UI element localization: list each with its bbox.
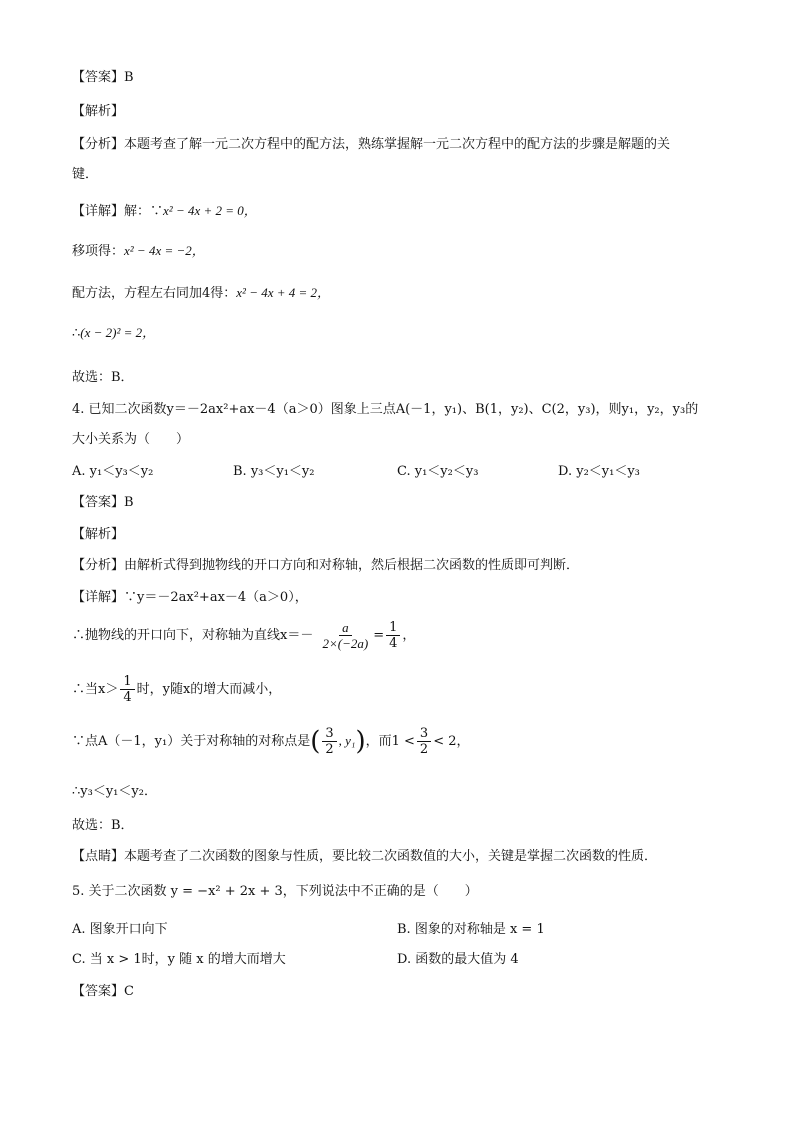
axis-fraction [319,620,371,651]
prev-answer-line [72,66,134,85]
answer-tag: 【答案】 [72,984,125,999]
q4-result-line: ∴y₃＜y₁＜y₂． [72,784,157,799]
prev-detail-line1 [72,200,257,219]
fraction-numerator: 1 [120,674,134,690]
q4-option-d: D. y₂＜y₁＜y₃ [558,464,640,479]
prev-fenxi-line1 [72,133,670,152]
q5-option-b: B. 图象的对称轴是 x = 1 [397,922,545,937]
axis-prefix: ∴抛物线的开口向下，对称轴为直线x＝－ [72,628,314,643]
q5-option-d: D. 函数的最大值为 4 [397,952,519,967]
q5-option-c: C. 当 x > 1时，y 随 x 的增大而增大 [72,952,286,967]
therefore-symbol: ∴ [72,326,81,341]
q4-stem-line1 [72,398,698,417]
answer-value: C [124,984,134,999]
q4-stem-line2: 大小关系为（ ） [72,432,190,447]
detail-text: ∵y＝－2ax²+ax－4（a＞0）， [124,590,308,605]
question-number: 4. [72,402,85,417]
equation-2: x² − 4x = −2， [124,243,205,258]
q4-conclusion: 故选：B． [72,818,134,833]
fraction-denominator: 2×(−2a) [322,636,369,651]
sym-mid: ，而1 < [365,734,415,749]
axis-suffix: ， [402,628,416,643]
question-number: 5. [72,884,85,899]
q5-answer-line [72,980,134,999]
prev-detail-line4 [72,322,155,341]
q4-option-c: C. y₁＜y₂＜y₃ [397,464,479,479]
prev-detail-line3 [72,282,330,301]
step-label: 移项得： [72,244,125,259]
dianjing-tag: 【点睛】 [72,849,125,864]
q4-detail-line1 [72,586,308,605]
right-paren: ) [355,726,366,757]
mono-suffix: 时，y随x的增大而减小， [136,682,282,697]
q4-jiexi-line: 【解析】 [72,527,125,542]
fraction-numerator: a [339,620,352,636]
answer-value: B [124,495,134,510]
detail-tag: 【详解】 [72,590,125,605]
dianjing-text: 本题考查了二次函数的图象与性质，要比较二次函数值的大小，关键是掌握二次函数的性质． [124,849,658,864]
fraction-denominator: 2 [419,742,429,757]
q4-option-a: A. y₁＜y₃＜y₂ [72,464,154,479]
fraction-denominator: 4 [123,690,132,705]
q4-option-b: B. y₃＜y₁＜y₂ [233,464,315,479]
fraction-denominator: 4 [389,636,398,651]
q4-stem-text: 已知二次函数y＝－2ax²+ax－4（a＞0）图象上三点A(－1，y₁)、B(1，y₂)、C(2，y₃)，则y₁，y₂，y₃的 [88,402,699,417]
fraction-numerator: 3 [322,726,336,742]
q4-dianjing-line [72,845,657,864]
answer-tag: 【答案】 [72,70,125,85]
mono-prefix: ∴当x＞ [72,682,119,697]
fraction-denominator: 2 [325,742,334,757]
fenxi-text: 本题考查了解一元二次方程中的配方法，熟练掌握解一元二次方程中的配方法的步骤是解题的关 [124,137,671,152]
axis-value-fraction [386,620,400,651]
detail-lead: 解：∵ [124,204,164,219]
sym-compare-fraction [417,726,431,757]
sym-point-fraction [322,726,336,757]
answer-value: B [124,70,134,85]
left-paren: ( [310,726,321,757]
fenxi-tag: 【分析】 [72,558,125,573]
prev-jiexi-line: 【解析】 [72,104,125,119]
q4-answer-line [72,491,134,510]
fenxi-tag: 【分析】 [72,137,125,152]
prev-fenxi-line2: 键． [72,167,99,182]
q5-option-a: A. 图象开口向下 [72,922,168,937]
prev-conclusion: 故选：B． [72,370,134,385]
prev-detail-line2 [72,240,205,259]
equation-4: (x − 2)² = 2， [80,325,156,340]
fraction-numerator: 1 [386,620,400,636]
detail-tag: 【详解】 [72,204,125,219]
sym-end: < 2， [433,734,470,749]
q5-stem-text: 关于二次函数 y = −x² + 2x + 3，下列说法中不正确的是（ ） [88,884,478,899]
step-label: 配方法，方程左右同加4得： [72,286,237,301]
fenxi-text: 由解析式得到抛物线的开口方向和对称轴，然后根据二次函数的性质即可判断． [124,558,580,573]
mono-fraction [120,674,134,705]
q4-axis-line [72,620,415,651]
answer-tag: 【答案】 [72,495,125,510]
q4-monotonic-line [72,674,281,705]
equation-1: x² − 4x + 2 = 0， [163,203,257,218]
q5-stem-line [72,880,478,899]
q4-fenxi-line [72,554,579,573]
equals-sign: = [373,628,385,643]
sym-prefix: ∵点A（－1，y₁）关于对称轴的对称点是 [72,734,311,749]
equation-3: x² − 4x + 4 = 2， [236,285,331,300]
sym-point-y: , y₁ [338,733,356,748]
fraction-numerator: 3 [417,726,431,742]
q4-symmetry-line [72,726,469,757]
